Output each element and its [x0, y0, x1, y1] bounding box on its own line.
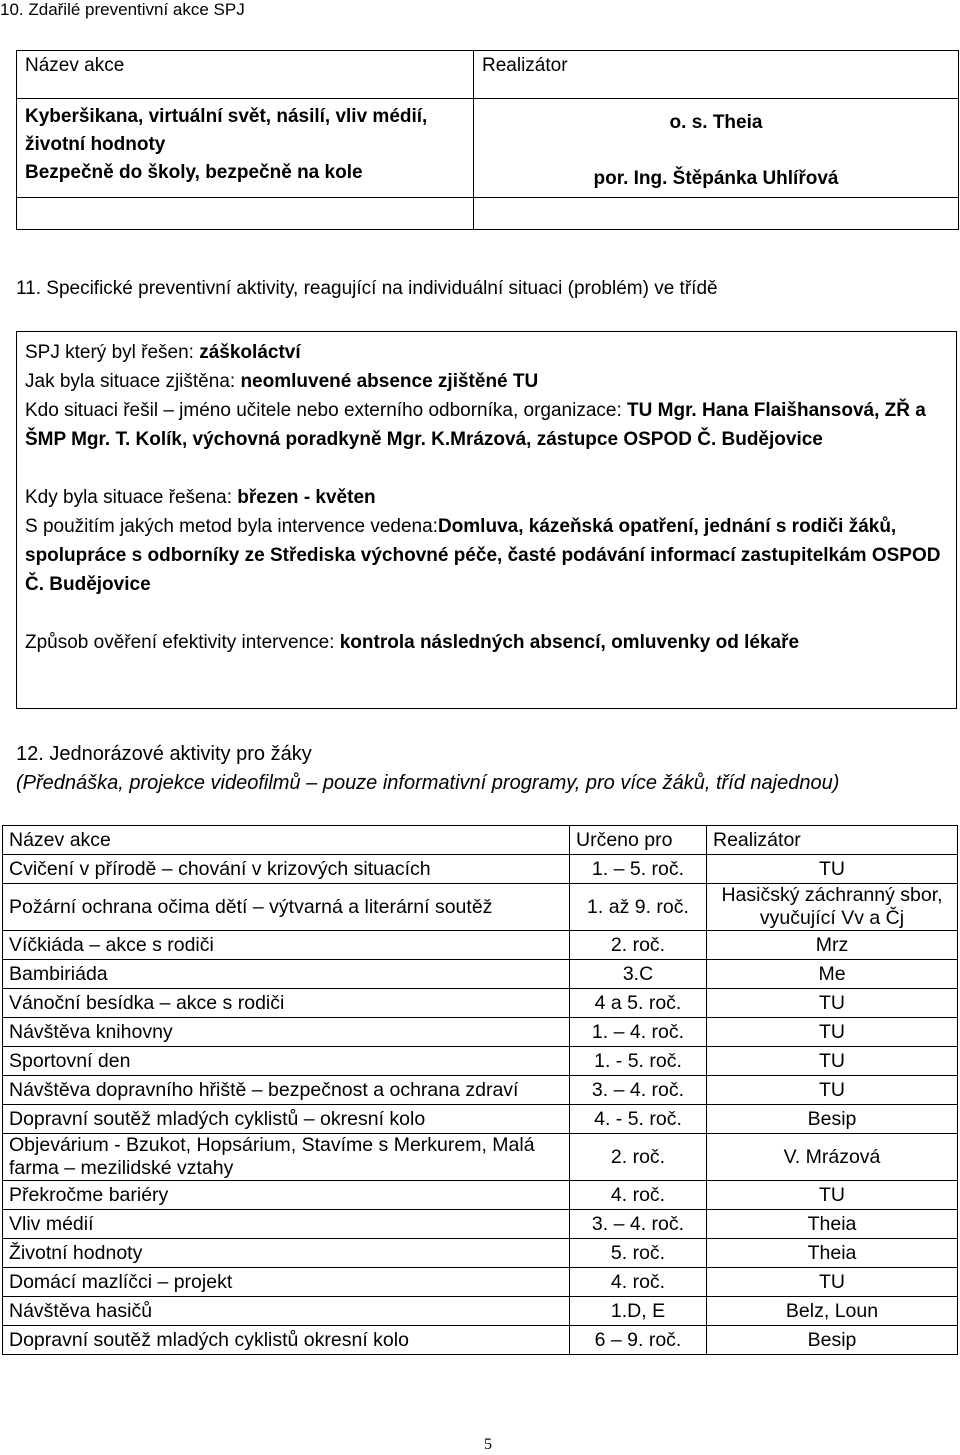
activity-name: Bambiriáda: [3, 960, 570, 989]
activity-realizer: V. Mrázová: [707, 1134, 958, 1181]
table-row: [3, 1210, 958, 1239]
section-11-box: [16, 331, 957, 709]
table-cell: [474, 99, 959, 198]
activity-name: Víčkiáda – akce s rodiči: [3, 931, 570, 960]
activity-name: Vánoční besídka – akce s rodiči: [3, 989, 570, 1018]
section-12-subheading: (Přednáška, projekce videofilmů – pouze informativní programy, pro více žáků, tříd najednou): [16, 772, 840, 794]
table-row: [3, 960, 958, 989]
activity-name: Životní hodnoty: [3, 1239, 570, 1268]
value: Domluva, kázeňská opatření, jednání s rodiči žáků, spolupráce s odborníky ze Střediska výchovné péče, časté podávání informací zastupitelkám OSPOD Č. Budějovice: [25, 516, 941, 595]
section-10-table: [16, 50, 959, 230]
value: TU Mgr. Hana Flaišhansová, ZŘ a ŠMP Mgr. T. Kolík, výchovná poradkyně Mgr. K.Mrázová, zástupce OSPOD Č. Budějovice: [25, 400, 926, 450]
activity-realizer: Theia: [707, 1210, 958, 1239]
activity-target: 1. až 9. roč.: [570, 884, 707, 931]
empty-cell: [474, 198, 959, 230]
section-11-heading: 11. Specifické preventivní aktivity, reagující na individuální situaci (problém) ve třídě: [16, 278, 718, 299]
activity-name: Objevárium - Bzukot, Hopsárium, Stavíme s Merkurem, Malá farma – mezilidské vztahy: [3, 1134, 570, 1181]
label: Kdo situaci řešil – jméno učitele nebo externího odborníka, organizace:: [25, 400, 628, 421]
activity-target: 1.D, E: [570, 1297, 707, 1326]
table-row: [3, 989, 958, 1018]
activity-name: Cvičení v přírodě – chování v krizových situacích: [3, 855, 570, 884]
section-12-table: [2, 825, 958, 1355]
who-line: [25, 396, 948, 454]
page-number: 5: [484, 1436, 492, 1453]
solved-line: [25, 338, 948, 367]
section-12-heading: 12. Jednorázové aktivity pro žáky: [16, 743, 312, 765]
table-row: [3, 1047, 958, 1076]
header-name: Název akce: [17, 51, 474, 99]
activity-name: Sportovní den: [3, 1047, 570, 1076]
verify-line: [25, 628, 948, 657]
table-row: [3, 1181, 958, 1210]
activity-target: 1. – 4. roč.: [570, 1018, 707, 1047]
activity-name: Domácí mazlíčci – projekt: [3, 1268, 570, 1297]
activity-realizer: TU: [707, 1268, 958, 1297]
activity-name: Dopravní soutěž mladých cyklistů – okresní kolo: [3, 1105, 570, 1134]
header-name: Název akce: [3, 826, 570, 855]
activity-target: 3.C: [570, 960, 707, 989]
activity-realizer: TU: [707, 1018, 958, 1047]
activity-realizer: TU: [707, 855, 958, 884]
section-10-heading: 10. Zdařilé preventivní akce SPJ: [0, 0, 245, 19]
activity-target: 3. – 4. roč.: [570, 1210, 707, 1239]
header-realizer: Realizátor: [474, 51, 959, 99]
activity-target: 2. roč.: [570, 1134, 707, 1181]
table-row: [3, 884, 958, 931]
activity-name: Návštěva dopravního hřiště – bezpečnost a ochrana zdraví: [3, 1076, 570, 1105]
activity-realizer: TU: [707, 1047, 958, 1076]
activity-target: 2. roč.: [570, 931, 707, 960]
event-name: Bezpečně do školy, bezpečně na kole: [25, 162, 363, 183]
activity-realizer: Theia: [707, 1239, 958, 1268]
activity-realizer: TU: [707, 1181, 958, 1210]
event-name: Kyberšikana, virtuální svět, násilí, vliv médií, životní hodnoty: [25, 106, 428, 155]
detected-line: [25, 367, 948, 396]
label: Kdy byla situace řešena:: [25, 487, 238, 508]
table-row: [3, 855, 958, 884]
activity-target: 1. - 5. roč.: [570, 1047, 707, 1076]
header-realizer: Realizátor: [707, 826, 958, 855]
activity-target: 4. - 5. roč.: [570, 1105, 707, 1134]
activity-realizer: Besip: [707, 1105, 958, 1134]
header-for: Určeno pro: [570, 826, 707, 855]
activity-target: 3. – 4. roč.: [570, 1076, 707, 1105]
activity-name: Požární ochrana očima dětí – výtvarná a literární soutěž: [3, 884, 570, 931]
table-body: [3, 855, 958, 1355]
empty-cell: [17, 198, 474, 230]
label: Jak byla situace zjištěna:: [25, 371, 241, 392]
table-row: [3, 1326, 958, 1355]
activity-target: 1. – 5. roč.: [570, 855, 707, 884]
value: březen - květen: [237, 487, 376, 508]
event-realizer: por. Ing. Štěpánka Uhlířová: [593, 168, 839, 189]
activity-name: Návštěva hasičů: [3, 1297, 570, 1326]
table-row: [3, 1297, 958, 1326]
table-row: [3, 1076, 958, 1105]
activity-realizer: TU: [707, 1076, 958, 1105]
methods-line: [25, 512, 948, 599]
activity-realizer: TU: [707, 989, 958, 1018]
when-line: [25, 483, 948, 512]
table-row: [3, 1105, 958, 1134]
activity-realizer: Me: [707, 960, 958, 989]
value: záškoláctví: [199, 342, 301, 363]
activity-name: Dopravní soutěž mladých cyklistů okresní kolo: [3, 1326, 570, 1355]
activity-realizer: Hasičský záchranný sbor, vyučující Vv a Čj: [707, 884, 958, 931]
activity-name: Překročme bariéry: [3, 1181, 570, 1210]
value: kontrola následných absencí, omluvenky od lékaře: [339, 632, 800, 653]
activity-target: 5. roč.: [570, 1239, 707, 1268]
table-row: [3, 1018, 958, 1047]
activity-target: 4 a 5. roč.: [570, 989, 707, 1018]
table-row: [3, 931, 958, 960]
event-realizer: o. s. Theia: [669, 112, 763, 133]
table-row: [3, 1239, 958, 1268]
section-12-heading-block: [16, 740, 839, 798]
table-row: [3, 1134, 958, 1181]
label: S použitím jakých metod byla intervence vedena:: [25, 516, 438, 537]
table-row: [3, 1268, 958, 1297]
activity-name: Návštěva knihovny: [3, 1018, 570, 1047]
activity-realizer: Belz, Loun: [707, 1297, 958, 1326]
label: Způsob ověření efektivity intervence:: [25, 632, 340, 653]
label: SPJ který byl řešen:: [25, 342, 200, 363]
activity-target: 4. roč.: [570, 1181, 707, 1210]
table-cell: [17, 99, 474, 198]
activity-target: 4. roč.: [570, 1268, 707, 1297]
activity-name: Vliv médií: [3, 1210, 570, 1239]
activity-realizer: Mrz: [707, 931, 958, 960]
value: neomluvené absence zjištěné TU: [240, 371, 539, 392]
activity-target: 6 – 9. roč.: [570, 1326, 707, 1355]
activity-realizer: Besip: [707, 1326, 958, 1355]
